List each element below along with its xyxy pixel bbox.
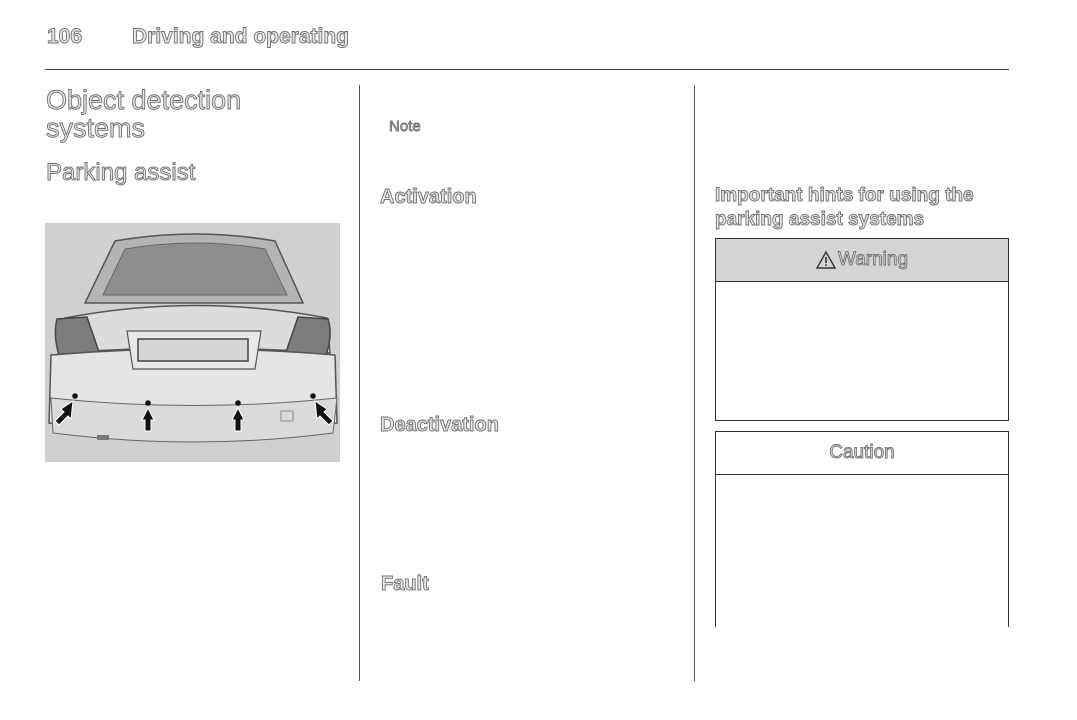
page-number: 106 xyxy=(47,25,83,48)
warning-header xyxy=(716,239,1008,282)
fault-heading: Fault xyxy=(381,573,429,595)
subsection-heading: Parking assist xyxy=(46,159,196,186)
running-title: Driving and operating xyxy=(132,25,350,48)
car-rear-figure xyxy=(45,223,340,462)
warning-box xyxy=(715,238,1009,421)
deactivation-heading: Deactivation xyxy=(380,414,499,436)
activation-heading: Activation xyxy=(380,186,477,208)
warning-label: Warning xyxy=(837,249,909,270)
hints-heading: Important hints for using the parking assist systems xyxy=(715,185,974,230)
section-heading: Object detection systems xyxy=(46,85,242,143)
warning-triangle-icon xyxy=(816,250,836,270)
header-divider xyxy=(45,69,1009,70)
column-divider xyxy=(694,85,695,681)
caution-box xyxy=(715,431,1009,627)
note-label: Note xyxy=(389,118,421,135)
column-divider xyxy=(359,85,360,681)
car-rear-sensors-illustration xyxy=(45,223,340,462)
caution-label: Caution xyxy=(716,432,1008,475)
